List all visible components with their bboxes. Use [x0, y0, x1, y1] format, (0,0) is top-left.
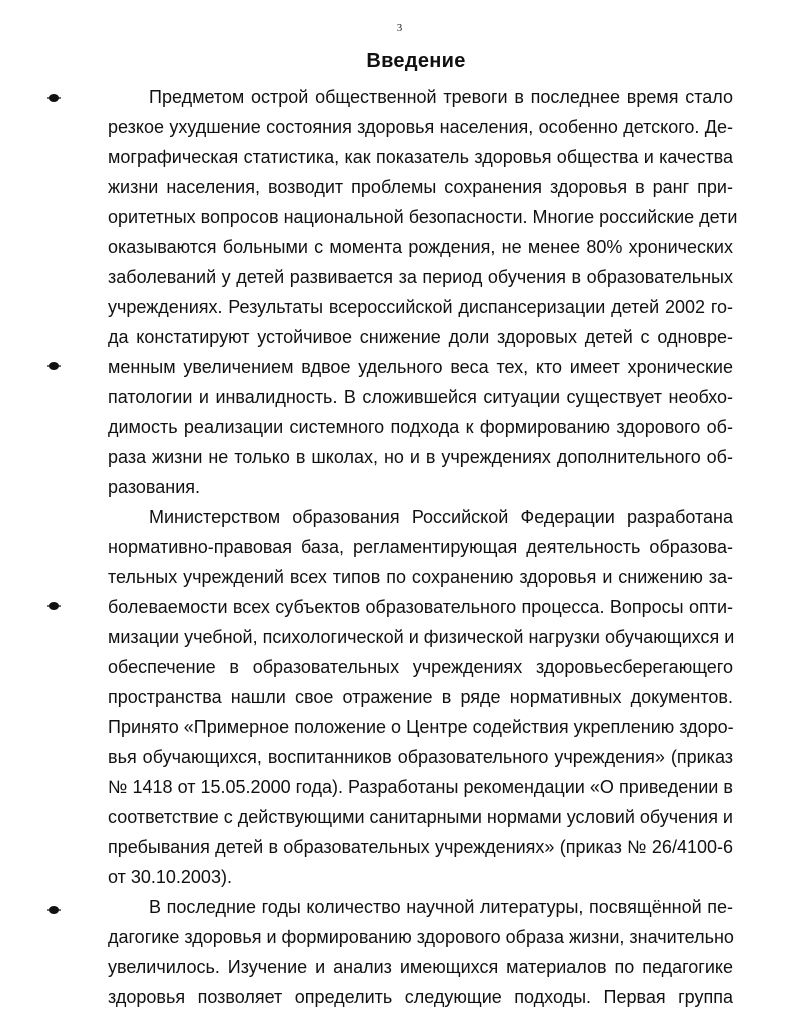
binding-hole-mark-1: [46, 93, 62, 103]
text-line: В последние годы количество научной литературы, посвящённой пе-: [149, 897, 733, 917]
page-number: 3: [396, 22, 403, 34]
text-line: мизации учебной, психологической и физической нагрузки обучающихся и: [108, 627, 735, 647]
text-line: нормативно-правовая база, регламентирующая деятельность образова-: [108, 537, 733, 557]
text-line: менным увеличением вдвое удельного веса тех, кто имеет хронические: [108, 357, 733, 377]
text-line: пребывания детей в образовательных учреждениях» (приказ № 26/4100-6: [108, 837, 733, 857]
text-line: оритетных вопросов национальной безопасности. Многие российские дети: [108, 207, 738, 227]
text-line: раза жизни не только в школах, но и в учреждениях дополнительного об-: [108, 447, 733, 467]
text-line: тельных учреждений всех типов по сохранению здоровья и снижению за-: [108, 567, 733, 587]
paragraph-3: [108, 892, 733, 1012]
text-line: разования.: [108, 477, 200, 497]
text-line: вья обучающихся, воспитанников образовательного учреждения» (приказ: [108, 747, 733, 767]
binding-hole-mark-2: [46, 361, 62, 371]
body-text: [108, 82, 738, 1012]
paragraph-2: [108, 502, 733, 892]
text-line: мографическая статистика, как показатель здоровья общества и качества: [108, 147, 733, 167]
binding-hole-mark-3: [46, 601, 62, 611]
text-line: Предметом острой общественной тревоги в последнее время стало: [149, 87, 733, 107]
text-line: увеличилось. Изучение и анализ имеющихся материалов по педагогике: [108, 957, 733, 977]
text-line: Принято «Примерное положение о Центре содействия укреплению здоро-: [108, 717, 734, 737]
text-line: оказываются больными с момента рождения, не менее 80% хронических: [108, 237, 733, 257]
text-line: от 30.10.2003).: [108, 867, 232, 887]
text-line: учреждениях. Результаты всероссийской диспансеризации детей 2002 го-: [108, 297, 733, 317]
text-line: болеваемости всех субъектов образовательного процесса. Вопросы опти-: [108, 597, 733, 617]
paragraph-1: [108, 82, 738, 502]
text-line: обеспечение в образовательных учреждениях здоровьесберегающего: [108, 657, 733, 677]
text-line: да констатируют устойчивое снижение доли здоровых детей с одновре-: [108, 327, 733, 347]
binding-hole-mark-4: [46, 905, 62, 915]
text-line: резкое ухудшение состояния здоровья населения, особенно детского. Де-: [108, 117, 733, 137]
text-line: димость реализации системного подхода к формированию здорового об-: [108, 417, 733, 437]
text-line: пространства нашли свое отражение в ряде нормативных документов.: [108, 687, 733, 707]
section-title: Введение: [366, 50, 466, 72]
text-line: заболеваний у детей развивается за период обучения в образовательных: [108, 267, 733, 287]
text-line: здоровья позволяет определить следующие подходы. Первая группа: [108, 987, 733, 1007]
text-line: Министерством образования Российской Федерации разработана: [149, 507, 733, 527]
text-line: дагогике здоровья и формированию здорового образа жизни, значительно: [108, 927, 734, 947]
text-line: соответствие с действующими санитарными нормами условий обучения и: [108, 807, 733, 827]
text-line: № 1418 от 15.05.2000 года). Разработаны рекомендации «О приведении в: [108, 777, 733, 797]
text-line: патологии и инвалидность. В сложившейся ситуации существует необхо-: [108, 387, 733, 407]
text-line: жизни населения, возводит проблемы сохранения здоровья в ранг при-: [108, 177, 733, 197]
